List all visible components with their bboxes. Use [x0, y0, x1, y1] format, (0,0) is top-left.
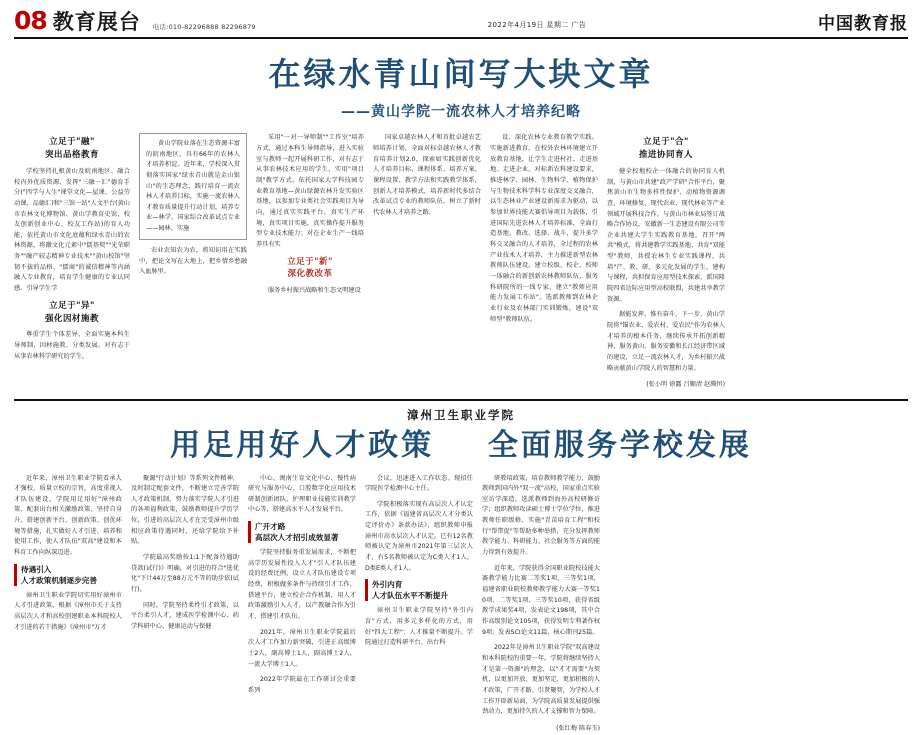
paragraph: 健全校地校企一体融合的协同育人机制，与黄山市共建"政产学研"合作平台，聚焦黄山市生物多样性保护、动植物资源调查、环境修复、现代农业、现代林业等产业领域开展科技合作。与黄山市林业局签订战略合作协议，安徽新一生态建设有限公司等企业共建大学生实践教育基地，召开"两共"模式，将共建教学实践基地、共育"双能型"教师，共授农林生专业实践课程，共培"产、教、研、多元化发展的学生、建构与课程，共担保育应用型技术探索，派国隆院四省边际应用型高校联盟，共建共享教学资源。 — [607, 167, 725, 303]
paragraph: 国家卓越农林人才和首批卓越农艺师培养计划，全面对标卓越农林人才教育培养计划2.0，探索如实践创新优化人才培养目标、课程体系、培养方案、课程设置、教学方法和实践教学体系，创新人才培养模式，培养新时代多结合改革试点专业的教师队伍，树立了新时代农林人才培养之路。 — [373, 134, 481, 216]
section-title: 教育展台 — [52, 10, 141, 34]
paragraph: 据能发挥、惟有奋斗，下一步，黄山学院将"锚农业、爱农村、爱农民"作为农林人才培养的根本任务，继续传承开拓创新精神，服务黄山、服务安徽和长江经济带区域的建设，立足一流农林人才，为乡村振兴战略贡献黄山学院人的智慧和力量。 — [607, 311, 725, 372]
article1-sub-heading-xin: 立足于"新" 深化教改革 — [287, 256, 333, 280]
paragraph: 学院坚持服务重发展需求，不断把高学历发展性投入人才"引人才队伍建设的经费比例，设立人才队伍建设专项经费，积极做多条件与持续引才工作，搭建平台，建立校企合作机制，用人才政策激励引人人才，以产教融合作为引才，搭建引才队伍。 — [248, 549, 356, 621]
paragraph: 2022年是漳州卫生职业学院"双高建设和本科院校的重要一年。学院将继续坚持人才是第一资源"的理念，以"才才需要"为契机，以更加开放、更加坚定、更加积极的人才政策，广开才路、引贤聚智，为学校人才工作开辟新局面，为学院高质量发展提供强劲动力，更加持久的人才支撑和智力保障。 — [482, 644, 600, 716]
article1-column-3 — [256, 133, 364, 391]
article1-sub-heading-yi: 立足于"异" 强化因材施教 — [44, 300, 99, 324]
article1-intro-box — [139, 133, 247, 240]
article2-headline: 用足用好人才政策 全面服务学校发展 — [170, 428, 752, 464]
article2-column-4 — [365, 474, 473, 735]
article1-sub-heading-rong: 立足于"融" 突出品格教育 — [44, 137, 99, 161]
paragraph: 黄山学院业落在生态资源丰富的皖南地区，具有66年的农林人才培养积淀。近年来，学校深入贯彻落实国家"绿水青山就是金山银山"的生态理念，践行培育一流农林人才培养目标，实施一流农林人才教育质量提升行动计划，培养专业—林学、国家综合改革试点专业——园林、实施 — [146, 140, 240, 232]
paragraph: 尊重学生个体差异，全面实施本科生导师制，因材施教、分类发展。对有志于从事农林科学研究的学生， — [14, 331, 130, 360]
article1-headline: 在绿水青山间写大块文章 — [268, 55, 654, 93]
article1-column-5 — [490, 133, 598, 391]
article2-heading-3: 外引内育 人才队伍水平不断提升 — [365, 579, 473, 601]
paragraph: 2021年，漳州卫生职业学院最后次人才工作加力新突破，引进正高级博士2人，副高博士1人，副高博士2人，一流大学博士1人。 — [248, 628, 356, 668]
paragraph: 学院积极落实现有高层次人才认定工作，依据《福建省高层次人才分类认定评价办》条款办法》，组织教师申报漳州市高水层次人才认定。已有12名教师被认定为漳州市2021年第三层次人才，有5名教师被认定为C类人才1人、D类E类人才1人。 — [365, 500, 473, 572]
article2-heading-2: 广开才路 高层次人才招引成效显著 — [248, 521, 356, 543]
paragraph: 会议，迅速进入工作状态。现招任学院医学检测中心主任。 — [365, 474, 473, 493]
paragraph: 研教培政策，培育教师教学能力，鼓励教师到国内外"双一流"高校、国家重点实验室访学深造，选派教师到海外高校研修访学；组织教师攻读硕士博士学位学位，推进教师任职级格、实施"青苗培育工程"和校行"帮带促"等帮助多种举措，充分发挥教师教学能力、科研能力、社会服务等方面的能力得到有效提升。 — [482, 474, 600, 557]
article1-byline: (张小明 徐露 吕顺清 赵腾恒) — [646, 381, 725, 389]
article2-column-3 — [248, 474, 356, 735]
paragraph: 学院最高奖励按1:1下配备待遇助贷款(试行)》明确，对引进的符合"选优化"下计44万至88万元不等的助步依(试行)。 — [131, 554, 239, 594]
article2-column-1 — [14, 474, 122, 735]
paragraph: 学校坚持扎根黄山及皖南地区、融合校内外优质资源，发挥"三融一汇"德育手分("四学与人生"课堂文化—屋课、公益劳动课、品德汇)和"三馆一站"人文平台(黄山市农林文化博物馆、黄山学教育史馆、校友创新创业中心、校友工作站)的育人功能，依托黄山市文化底蕴和绿水青山的农林资源，将徽文化元素中"儒基契""光荣职务""融产较志精神专业技术""黄山校馆"坚韧不拔的品格、"儒商"的诚信精神等内涵融入专业教育，培育学生健康的专业认同感。引导学生学 — [14, 167, 130, 293]
article1-column-2 — [139, 133, 247, 391]
paragraph: 设、深化农林专业教育教学实践。实施新进教育，在校外农林环境建立开放教育基地，让学生走进村社、走进基地、走进企业，对标新农科建设要求，推进林学、园林、生物科学、植物保护与生物技术科学科专业深度交叉融合，以生态林业产业建设新需求为驱动，以参加世界技能大赛倡导项目为载体，引进国际先进农林人才培养标准，全面打造基地、教改、选择、战斗，提升多学科交叉融合的人才培养，全过程的农林产业技术人才培养，主力推进新型农林教师队伍建设，建立校级、校企、校师一体融合的新创新农林教师队伍，服务科研院所的一线专家，建立"教师应用能力发展工作站"。选派教师到农林企业行业及农林部门实训锻炼，建设"双师型"教师队伍。 — [490, 134, 598, 323]
masthead-left — [14, 8, 256, 33]
article2-organization: 漳州卫生职业学院 — [407, 408, 515, 423]
article1-column-6 — [607, 133, 725, 391]
masthead — [14, 0, 908, 39]
paragraph: 中心、闽南生育文化中心、慢性病研究与服务中心、口腔数字化应用技术研制创新团队、护理职业技能实训教学中心等，搭建高水平人才发展平台。 — [248, 474, 356, 514]
paragraph: 近年来，漳州卫生职业学院看承人才强校、质量立校的宗旨，高度重视人才队伍建设，学院用足用好"漳州政策、配套出台相关激励政策、坚持自身升、搭建创新平台、创新政策、创优环境等措施，扎实做好人才引进、培养和使用工作，使人才队伍"双高"建设和本科育工作向纵深迈进。 — [14, 474, 122, 557]
paragraph: 聚源"行动计划》等系列文件精神，及时制定配套文件，不断建立完善学院人才政策机制，努力落实学院人才引进的各项福利政策，鼓励教师提升学历学位，引进的高层次人才在完受漳州市级相应政策待遇同时，还给学院给予补贴。 — [131, 474, 239, 546]
article2-byline: (张红梅 陈春玉) — [556, 724, 600, 732]
paragraph: 采用"一对一导师制""工作室"培养方式，通过本科生导师指导，进入实验室与教师一起开展科研工作，对有志于从事农林技术应用的学生，实用"项目制"教学方式。依托国家大学科技园专业教育基地—黄山绿源农林升发实验区基地，以参加专业类社会实践项目为导向，通过真实实践平台，真实生产环境，真实项目实施，真实操作提升服务型专业技术能力；对在企业生产一线培养具有实 — [256, 134, 364, 248]
paragraph: 服务乡村振兴战略和生态文明建设 — [268, 287, 361, 295]
article2-column-2 — [131, 474, 239, 735]
article1-column-1 — [14, 133, 130, 391]
publication-date: 2022年4月19日 星期二 广告 — [487, 21, 587, 29]
page-number: 08 — [14, 6, 47, 35]
article2-heading-1: 待遇引入 人才政策机制逐步完善 — [14, 564, 122, 586]
article-primary — [14, 39, 908, 391]
article1-headline-block — [14, 49, 908, 123]
article1-columns — [14, 133, 908, 391]
article-secondary — [14, 401, 908, 735]
paragraph: 同时，学院坚持柔性引才政策，以平台柔引人才，建成医学检测中心、药学科研中心、健康运动与保健 — [131, 601, 239, 631]
paragraph: 近年来，学院获得全国职业院校技能大赛教学能力比赛二等奖1项、三等奖1项，福建省职业院校教师教学能力大赛一等奖10项、二等奖1项、三等奖10项，获得省级教学成果奖4项，发表论文198项，其中合作高级别论文105项，获得发明专利著作权9项；发表SCI论文11篇，核心期刊25篇。 — [482, 564, 600, 636]
contact-phone: 电话:010-82296888 82296879 — [152, 23, 256, 31]
paragraph: 漳州卫生职业学院切实用好漳州市人才引进政策，根据《漳州市关于支持高层次人才和高校创建职业本科院校人才引进的若干措施》《漳州市"万才 — [14, 591, 122, 631]
article2-columns — [14, 474, 908, 735]
paragraph: 漳州卫生职业学院坚持"外引内育"方式，用多元多样化的方式，用好"四大工程"：人才推量不断提升。学院通过打造科研平台、出台科 — [365, 607, 473, 647]
article1-sub-heading-he: 立足于"合" 推进协同育人 — [638, 137, 693, 161]
paragraph: 农业农知农为农，将知识用在实践中，把论文写在大地上，把乡情乡愁融入血脉里。 — [139, 247, 247, 276]
article2-column-5 — [482, 474, 600, 735]
article1-column-4 — [373, 133, 481, 391]
newspaper-name: 中国教育报 — [818, 14, 908, 34]
article1-subheadline: ——黄山学院一流农林人才培养纪略 — [341, 104, 581, 121]
paragraph: 2022年学院最在工作研讨会重要系列 — [248, 676, 356, 695]
